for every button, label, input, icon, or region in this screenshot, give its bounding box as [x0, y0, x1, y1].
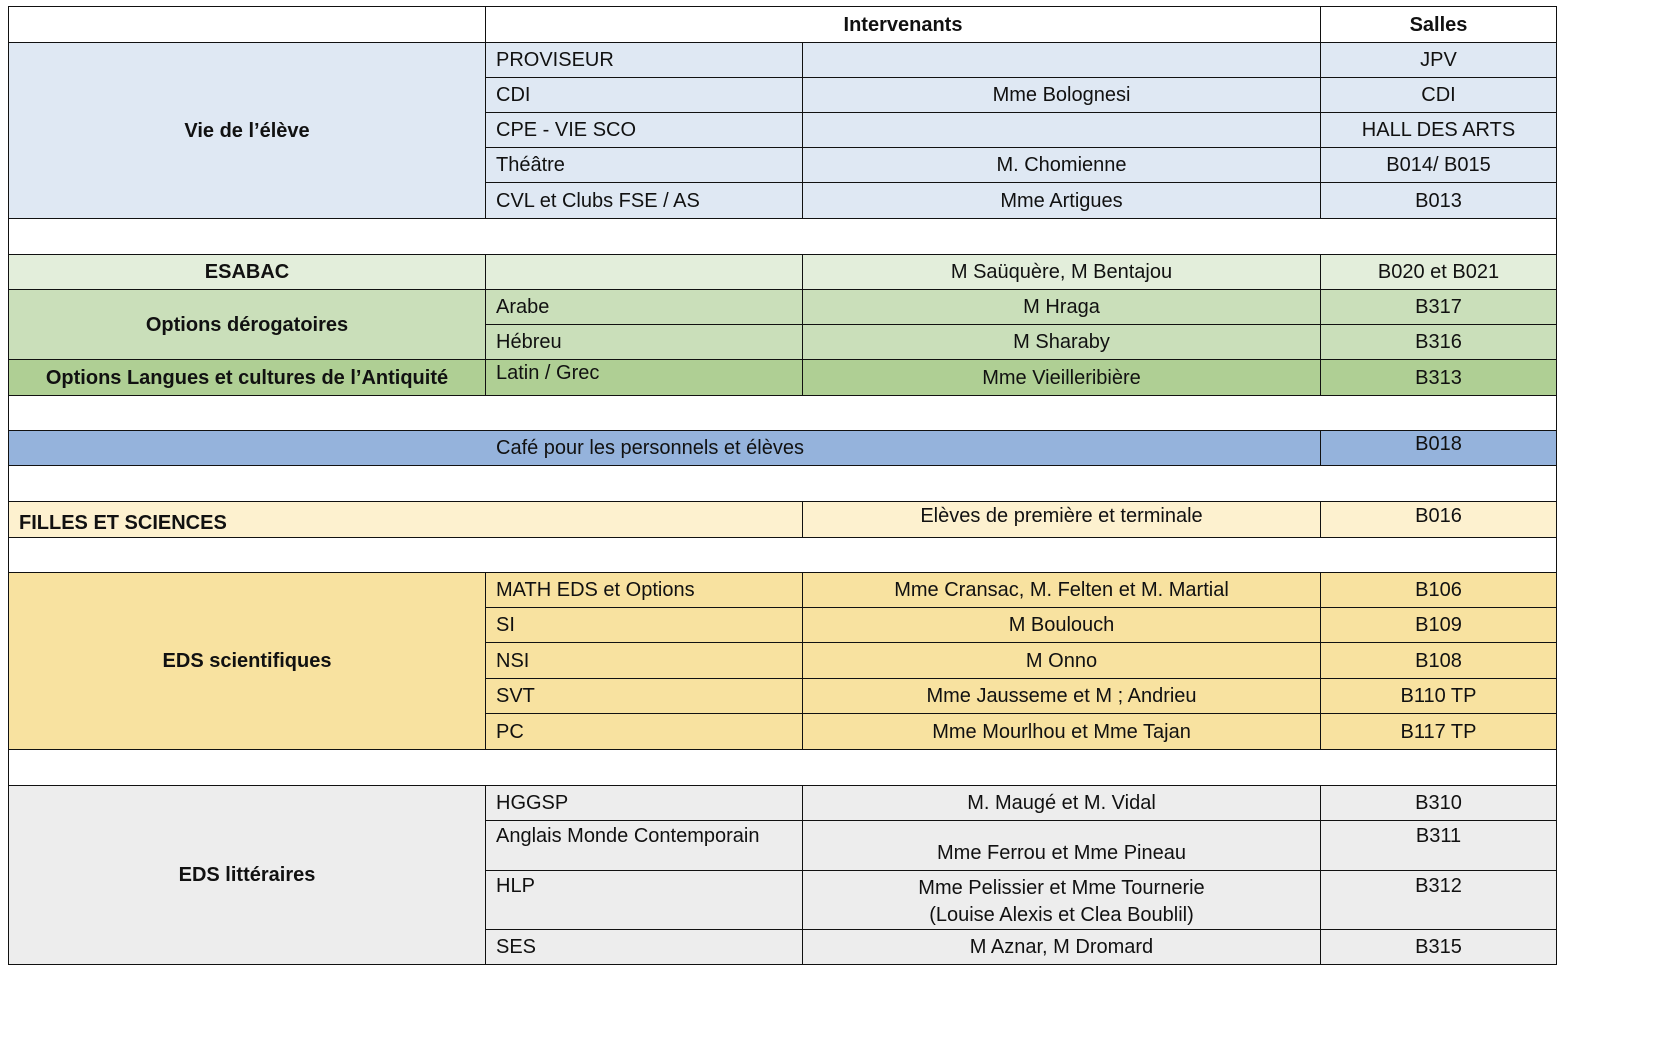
table-row [9, 502, 1557, 538]
header-salles: Salles [1321, 7, 1557, 43]
intervenant-cell: M. Maugé et M. Vidal [803, 786, 1321, 821]
table-row [9, 360, 1557, 396]
intervenant-cell: Mme Mourlhou et Mme Tajan [803, 714, 1321, 750]
spacer-cell [9, 396, 1557, 431]
table-row [9, 573, 1557, 608]
item-cell: NSI [486, 643, 803, 679]
category-eds-scientifiques: EDS scientifiques [9, 573, 486, 750]
item-cell: Anglais Monde Contemporain [486, 821, 803, 871]
intervenant-line-2: (Louise Alexis et Clea Boublil) [929, 904, 1194, 926]
intervenant-cell: M Aznar, M Dromard [803, 930, 1321, 965]
salle-cell: B109 [1321, 608, 1557, 643]
item-cell: SES [486, 930, 803, 965]
item-cell: Hébreu [486, 325, 803, 360]
category-eds-litteraires: EDS littéraires [9, 786, 486, 965]
item-cell: HLP [486, 871, 803, 930]
salle-cell: B014/ B015 [1321, 148, 1557, 183]
intervenant-cell: Mme Ferrou et Mme Pineau [803, 821, 1321, 871]
spacer-cell [9, 538, 1557, 573]
category-filles-sciences: FILLES ET SCIENCES [9, 502, 803, 538]
spacer-cell [9, 219, 1557, 255]
salle-cell: B013 [1321, 183, 1557, 219]
salle-cell: B311 [1321, 821, 1557, 871]
intervenant-cell: M Sharaby [803, 325, 1321, 360]
item-cell: SVT [486, 679, 803, 714]
item-cell: MATH EDS et Options [486, 573, 803, 608]
table-row [9, 431, 1557, 466]
intervenant-cell: M Saüquère, M Bentajou [803, 255, 1321, 290]
category-options-antiquite: Options Langues et cultures de l’Antiquité [9, 360, 486, 396]
category-options-derogatoires: Options dérogatoires [9, 290, 486, 360]
spacer-row [9, 750, 1557, 786]
salle-cell: B108 [1321, 643, 1557, 679]
item-cell: CPE - VIE SCO [486, 113, 803, 148]
salle-cell: B313 [1321, 360, 1557, 396]
salle-cell: CDI [1321, 78, 1557, 113]
intervenant-line-1: Mme Pelissier et Mme Tournerie [918, 877, 1205, 899]
intervenant-cell: Mme Cransac, M. Felten et M. Martial [803, 573, 1321, 608]
category-esabac: ESABAC [9, 255, 486, 290]
salle-cell: B018 [1321, 431, 1557, 466]
salle-cell: HALL DES ARTS [1321, 113, 1557, 148]
salle-cell: JPV [1321, 43, 1557, 78]
header-intervenants: Intervenants [486, 7, 1321, 43]
item-cell: CDI [486, 78, 803, 113]
table-row [9, 255, 1557, 290]
cafe-label: Café pour les personnels et élèves [9, 431, 1321, 466]
spacer-cell [9, 750, 1557, 786]
salle-cell: B016 [1321, 502, 1557, 538]
intervenant-cell: M Boulouch [803, 608, 1321, 643]
item-cell [486, 255, 803, 290]
intervenant-cell [803, 43, 1321, 78]
header-row [9, 7, 1557, 43]
item-cell: Arabe [486, 290, 803, 325]
table-row [9, 786, 1557, 821]
spacer-row [9, 538, 1557, 573]
salle-cell: B317 [1321, 290, 1557, 325]
intervenant-cell: M Hraga [803, 290, 1321, 325]
salle-cell: B020 et B021 [1321, 255, 1557, 290]
salle-cell: B316 [1321, 325, 1557, 360]
spacer-row [9, 219, 1557, 255]
salle-cell: B106 [1321, 573, 1557, 608]
intervenant-cell [803, 871, 1321, 930]
item-cell: PC [486, 714, 803, 750]
intervenant-cell: Mme Jausseme et M ; Andrieu [803, 679, 1321, 714]
salle-cell: B312 [1321, 871, 1557, 930]
item-cell: CVL et Clubs FSE / AS [486, 183, 803, 219]
intervenant-cell: Mme Vieilleribière [803, 360, 1321, 396]
table-row [9, 43, 1557, 78]
category-vie-eleve: Vie de l’élève [9, 43, 486, 219]
table-row [9, 290, 1557, 325]
intervenant-cell: M. Chomienne [803, 148, 1321, 183]
intervenant-cell: Mme Bolognesi [803, 78, 1321, 113]
spacer-row [9, 466, 1557, 502]
salle-cell: B315 [1321, 930, 1557, 965]
salle-cell: B310 [1321, 786, 1557, 821]
header-empty [9, 7, 486, 43]
item-cell: Théâtre [486, 148, 803, 183]
item-cell: PROVISEUR [486, 43, 803, 78]
intervenant-cell [803, 113, 1321, 148]
item-cell: SI [486, 608, 803, 643]
intervenant-cell: Mme Artigues [803, 183, 1321, 219]
spacer-row [9, 396, 1557, 431]
spacer-cell [9, 466, 1557, 502]
intervenant-cell: Elèves de première et terminale [803, 502, 1321, 538]
rooms-table [8, 6, 1557, 965]
salle-cell: B110 TP [1321, 679, 1557, 714]
item-cell: HGGSP [486, 786, 803, 821]
intervenant-cell: M Onno [803, 643, 1321, 679]
salle-cell: B117 TP [1321, 714, 1557, 750]
item-cell: Latin / Grec [486, 360, 803, 396]
